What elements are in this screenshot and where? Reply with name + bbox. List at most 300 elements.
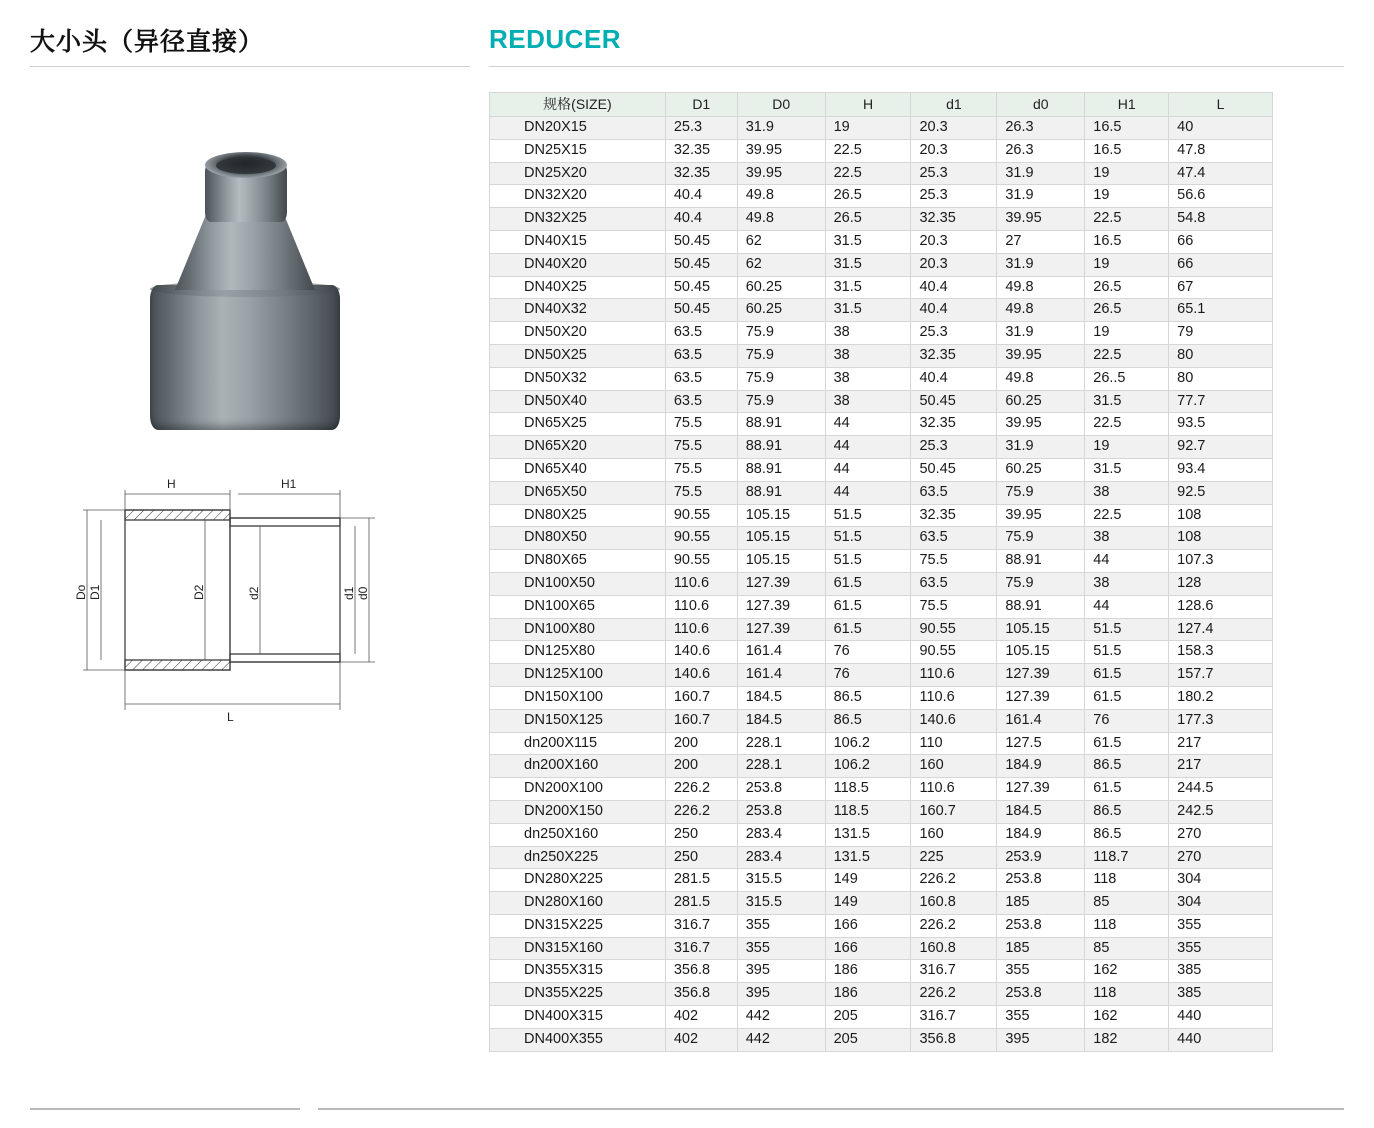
cell-value: 127.39 xyxy=(737,595,825,618)
cell-value: 85 xyxy=(1085,937,1169,960)
cell-value: 31.9 xyxy=(997,162,1085,185)
cell-value: 316.7 xyxy=(665,937,737,960)
cell-value: 110.6 xyxy=(911,778,997,801)
cell-value: 127.39 xyxy=(997,686,1085,709)
table-row xyxy=(490,1028,1273,1051)
cell-value: 32.35 xyxy=(911,208,997,231)
cell-value: 22.5 xyxy=(825,139,911,162)
cell-value: 217 xyxy=(1169,732,1273,755)
table-row xyxy=(490,527,1273,550)
cell-size: DN50X32 xyxy=(490,367,666,390)
cell-value: 105.15 xyxy=(737,504,825,527)
spec-table-container xyxy=(489,92,1273,1052)
table-row xyxy=(490,253,1273,276)
fitting-cone-section xyxy=(175,215,315,290)
cell-value: 356.8 xyxy=(665,960,737,983)
cell-value: 75.9 xyxy=(997,572,1085,595)
cell-value: 253.8 xyxy=(737,800,825,823)
cell-value: 226.2 xyxy=(911,914,997,937)
table-row xyxy=(490,117,1273,140)
cell-size: DN25X15 xyxy=(490,139,666,162)
cell-value: 90.55 xyxy=(911,641,997,664)
cell-value: 92.7 xyxy=(1169,436,1273,459)
cell-value: 27 xyxy=(997,230,1085,253)
cell-value: 140.6 xyxy=(911,709,997,732)
cell-value: 385 xyxy=(1169,983,1273,1006)
cell-value: 16.5 xyxy=(1085,230,1169,253)
cell-value: 160.8 xyxy=(911,892,997,915)
cell-size: DN50X20 xyxy=(490,322,666,345)
dim-label-d0-right: d0 xyxy=(356,586,370,600)
cell-value: 22.5 xyxy=(1085,208,1169,231)
table-row xyxy=(490,618,1273,641)
cell-value: 22.5 xyxy=(1085,413,1169,436)
cell-value: 32.35 xyxy=(911,413,997,436)
cell-value: 225 xyxy=(911,846,997,869)
cell-value: 315.5 xyxy=(737,869,825,892)
cell-value: 31.5 xyxy=(825,253,911,276)
cell-value: 19 xyxy=(1085,253,1169,276)
table-row xyxy=(490,458,1273,481)
cell-value: 184.5 xyxy=(737,686,825,709)
table-row xyxy=(490,299,1273,322)
cell-value: 20.3 xyxy=(911,117,997,140)
cell-value: 62 xyxy=(737,230,825,253)
cell-value: 110.6 xyxy=(665,618,737,641)
table-row xyxy=(490,983,1273,1006)
cell-value: 228.1 xyxy=(737,732,825,755)
cell-size: DN125X100 xyxy=(490,664,666,687)
table-row xyxy=(490,686,1273,709)
cell-value: 49.8 xyxy=(997,276,1085,299)
cell-value: 166 xyxy=(825,937,911,960)
cell-value: 32.35 xyxy=(665,162,737,185)
cell-value: 270 xyxy=(1169,823,1273,846)
cell-value: 110 xyxy=(911,732,997,755)
cell-value: 25.3 xyxy=(911,436,997,459)
cell-value: 355 xyxy=(737,914,825,937)
cell-value: 86.5 xyxy=(825,686,911,709)
cell-value: 395 xyxy=(737,983,825,1006)
table-row xyxy=(490,823,1273,846)
cell-value: 355 xyxy=(997,1006,1085,1029)
table-row xyxy=(490,641,1273,664)
cell-value: 20.3 xyxy=(911,139,997,162)
cell-value: 20.3 xyxy=(911,230,997,253)
cell-value: 88.91 xyxy=(997,550,1085,573)
cell-size: DN25X20 xyxy=(490,162,666,185)
cell-value: 105.15 xyxy=(737,550,825,573)
column-header-h: H xyxy=(825,93,911,117)
cell-value: 63.5 xyxy=(665,322,737,345)
dim-label-d1-right: d1 xyxy=(342,586,356,600)
cell-value: 25.3 xyxy=(911,162,997,185)
cell-value: 157.7 xyxy=(1169,664,1273,687)
cell-value: 31.9 xyxy=(997,436,1085,459)
cell-value: 75.9 xyxy=(737,367,825,390)
cell-value: 77.7 xyxy=(1169,390,1273,413)
column-header-small-d0: d0 xyxy=(997,93,1085,117)
cell-value: 75.9 xyxy=(997,481,1085,504)
cell-value: 158.3 xyxy=(1169,641,1273,664)
cell-value: 38 xyxy=(1085,481,1169,504)
cell-value: 110.6 xyxy=(911,686,997,709)
cell-value: 304 xyxy=(1169,892,1273,915)
cell-value: 186 xyxy=(825,983,911,1006)
cell-value: 40 xyxy=(1169,117,1273,140)
cell-value: 162 xyxy=(1085,1006,1169,1029)
cell-size: DN80X65 xyxy=(490,550,666,573)
cell-value: 127.4 xyxy=(1169,618,1273,641)
cell-size: DN400X355 xyxy=(490,1028,666,1051)
header-divider-right xyxy=(489,66,1344,67)
cell-value: 281.5 xyxy=(665,869,737,892)
cell-value: 63.5 xyxy=(665,367,737,390)
cell-value: 316.7 xyxy=(665,914,737,937)
cell-value: 118.7 xyxy=(1085,846,1169,869)
table-row xyxy=(490,481,1273,504)
cell-value: 31.9 xyxy=(737,117,825,140)
column-header-h1: H1 xyxy=(1085,93,1169,117)
cell-value: 31.5 xyxy=(825,276,911,299)
cell-value: 105.15 xyxy=(997,618,1085,641)
cell-value: 283.4 xyxy=(737,846,825,869)
cell-value: 61.5 xyxy=(1085,732,1169,755)
cell-value: 355 xyxy=(1169,914,1273,937)
cell-size: dn200X160 xyxy=(490,755,666,778)
cell-size: DN50X25 xyxy=(490,344,666,367)
column-header-d0: D0 xyxy=(737,93,825,117)
cell-value: 108 xyxy=(1169,527,1273,550)
cell-value: 50.45 xyxy=(911,458,997,481)
cell-value: 44 xyxy=(825,481,911,504)
cell-value: 177.3 xyxy=(1169,709,1273,732)
cell-value: 316.7 xyxy=(911,1006,997,1029)
cell-value: 86.5 xyxy=(825,709,911,732)
cell-value: 60.25 xyxy=(737,299,825,322)
cell-value: 86.5 xyxy=(1085,823,1169,846)
column-header-small-d1: d1 xyxy=(911,93,997,117)
cell-value: 51.5 xyxy=(1085,641,1169,664)
cell-size: DN150X100 xyxy=(490,686,666,709)
cell-value: 140.6 xyxy=(665,641,737,664)
cell-value: 50.45 xyxy=(665,299,737,322)
cell-value: 31.5 xyxy=(825,299,911,322)
cell-value: 75.9 xyxy=(737,390,825,413)
cell-value: 226.2 xyxy=(911,869,997,892)
cell-value: 26.5 xyxy=(1085,276,1169,299)
cell-value: 108 xyxy=(1169,504,1273,527)
cell-value: 253.8 xyxy=(737,778,825,801)
cell-size: DN40X32 xyxy=(490,299,666,322)
table-row xyxy=(490,595,1273,618)
cell-value: 356.8 xyxy=(911,1028,997,1051)
cell-value: 32.35 xyxy=(665,139,737,162)
cell-size: dn250X225 xyxy=(490,846,666,869)
footer-divider-right xyxy=(318,1108,1344,1110)
spec-table xyxy=(489,92,1273,1052)
cell-value: 40.4 xyxy=(665,208,737,231)
cell-value: 86.5 xyxy=(1085,755,1169,778)
cell-value: 226.2 xyxy=(665,778,737,801)
cell-value: 44 xyxy=(1085,595,1169,618)
cell-value: 93.5 xyxy=(1169,413,1273,436)
cell-size: dn200X115 xyxy=(490,732,666,755)
cell-value: 160 xyxy=(911,823,997,846)
cell-value: 110.6 xyxy=(911,664,997,687)
cell-value: 22.5 xyxy=(1085,504,1169,527)
cell-value: 19 xyxy=(1085,185,1169,208)
cell-value: 442 xyxy=(737,1006,825,1029)
cell-value: 316.7 xyxy=(911,960,997,983)
cell-value: 184.5 xyxy=(997,800,1085,823)
cell-value: 31.5 xyxy=(1085,458,1169,481)
cell-size: DN280X225 xyxy=(490,869,666,892)
dim-label-h: H xyxy=(167,477,176,491)
cell-value: 118 xyxy=(1085,983,1169,1006)
table-row xyxy=(490,413,1273,436)
cell-value: 54.8 xyxy=(1169,208,1273,231)
cell-value: 395 xyxy=(997,1028,1085,1051)
cell-value: 442 xyxy=(737,1028,825,1051)
table-row xyxy=(490,185,1273,208)
cell-value: 63.5 xyxy=(911,527,997,550)
table-row xyxy=(490,664,1273,687)
cell-value: 38 xyxy=(1085,572,1169,595)
cell-value: 118 xyxy=(1085,869,1169,892)
cell-value: 49.8 xyxy=(737,208,825,231)
cell-value: 226.2 xyxy=(911,983,997,1006)
cell-value: 40.4 xyxy=(911,276,997,299)
cell-value: 40.4 xyxy=(911,299,997,322)
cell-value: 355 xyxy=(997,960,1085,983)
cell-value: 16.5 xyxy=(1085,139,1169,162)
table-row xyxy=(490,344,1273,367)
cell-value: 75.5 xyxy=(665,458,737,481)
cell-value: 26.3 xyxy=(997,139,1085,162)
cell-value: 200 xyxy=(665,755,737,778)
cell-value: 76 xyxy=(825,641,911,664)
cell-value: 283.4 xyxy=(737,823,825,846)
table-row xyxy=(490,1006,1273,1029)
cell-value: 75.5 xyxy=(665,481,737,504)
cell-value: 51.5 xyxy=(825,504,911,527)
cell-value: 63.5 xyxy=(665,390,737,413)
table-row xyxy=(490,367,1273,390)
cell-value: 127.39 xyxy=(737,618,825,641)
cell-value: 253.8 xyxy=(997,869,1085,892)
table-row xyxy=(490,960,1273,983)
cell-value: 88.91 xyxy=(737,458,825,481)
table-row xyxy=(490,755,1273,778)
cell-value: 440 xyxy=(1169,1006,1273,1029)
cell-value: 128 xyxy=(1169,572,1273,595)
cell-value: 127.39 xyxy=(737,572,825,595)
cell-value: 161.4 xyxy=(737,641,825,664)
table-row xyxy=(490,550,1273,573)
cell-value: 38 xyxy=(825,367,911,390)
cell-value: 402 xyxy=(665,1006,737,1029)
cell-value: 131.5 xyxy=(825,846,911,869)
cell-size: DN32X25 xyxy=(490,208,666,231)
cell-value: 90.55 xyxy=(665,504,737,527)
cell-value: 80 xyxy=(1169,344,1273,367)
cell-value: 160.7 xyxy=(665,686,737,709)
table-row xyxy=(490,572,1273,595)
cell-value: 75.5 xyxy=(911,550,997,573)
cell-value: 161.4 xyxy=(997,709,1085,732)
table-row xyxy=(490,800,1273,823)
cell-value: 200 xyxy=(665,732,737,755)
product-photo-reducer xyxy=(120,140,420,430)
cell-value: 107.3 xyxy=(1169,550,1273,573)
cell-value: 250 xyxy=(665,846,737,869)
dim-label-d1-left: D1 xyxy=(88,584,102,600)
cell-value: 110.6 xyxy=(665,595,737,618)
cell-value: 90.55 xyxy=(665,527,737,550)
cell-value: 26.5 xyxy=(825,208,911,231)
cell-value: 50.45 xyxy=(665,276,737,299)
cell-value: 80 xyxy=(1169,367,1273,390)
cell-value: 118.5 xyxy=(825,778,911,801)
cell-value: 228.1 xyxy=(737,755,825,778)
cell-value: 253.8 xyxy=(997,914,1085,937)
cell-value: 44 xyxy=(825,436,911,459)
cell-size: DN40X25 xyxy=(490,276,666,299)
cell-value: 49.8 xyxy=(997,299,1085,322)
table-header-row xyxy=(490,93,1273,117)
cell-value: 166 xyxy=(825,914,911,937)
table-row xyxy=(490,778,1273,801)
cell-value: 149 xyxy=(825,892,911,915)
cell-value: 76 xyxy=(825,664,911,687)
cell-value: 61.5 xyxy=(825,595,911,618)
cell-value: 60.25 xyxy=(997,458,1085,481)
cell-size: DN100X50 xyxy=(490,572,666,595)
cell-value: 250 xyxy=(665,823,737,846)
cell-value: 26.5 xyxy=(825,185,911,208)
cell-value: 90.55 xyxy=(665,550,737,573)
cell-value: 38 xyxy=(825,322,911,345)
cell-value: 161.4 xyxy=(737,664,825,687)
cell-value: 385 xyxy=(1169,960,1273,983)
cell-value: 160.7 xyxy=(665,709,737,732)
cell-size: DN400X315 xyxy=(490,1006,666,1029)
dim-label-d2: D2 xyxy=(192,584,206,600)
cell-value: 90.55 xyxy=(911,618,997,641)
cell-value: 62 xyxy=(737,253,825,276)
cell-value: 127.5 xyxy=(997,732,1085,755)
cell-value: 185 xyxy=(997,937,1085,960)
column-header-size: 规格(SIZE) xyxy=(490,93,666,117)
cell-value: 226.2 xyxy=(665,800,737,823)
cell-value: 47.4 xyxy=(1169,162,1273,185)
cell-value: 31.5 xyxy=(1085,390,1169,413)
cell-value: 19 xyxy=(825,117,911,140)
cell-value: 149 xyxy=(825,869,911,892)
cell-value: 205 xyxy=(825,1006,911,1029)
cell-value: 31.9 xyxy=(997,185,1085,208)
cell-value: 22.5 xyxy=(825,162,911,185)
cell-size: DN32X20 xyxy=(490,185,666,208)
table-row xyxy=(490,276,1273,299)
cell-size: DN355X315 xyxy=(490,960,666,983)
cell-size: DN80X50 xyxy=(490,527,666,550)
dim-label-l: L xyxy=(227,710,234,724)
page-header xyxy=(0,0,1374,68)
cell-size: DN150X125 xyxy=(490,709,666,732)
cell-value: 180.2 xyxy=(1169,686,1273,709)
cell-value: 19 xyxy=(1085,322,1169,345)
cell-value: 61.5 xyxy=(1085,664,1169,687)
table-row xyxy=(490,390,1273,413)
cell-value: 88.91 xyxy=(737,481,825,504)
cell-value: 315.5 xyxy=(737,892,825,915)
table-row xyxy=(490,230,1273,253)
table-body xyxy=(490,117,1273,1052)
cell-value: 355 xyxy=(737,937,825,960)
cell-value: 61.5 xyxy=(825,572,911,595)
cell-value: 182 xyxy=(1085,1028,1169,1051)
table-row xyxy=(490,162,1273,185)
cell-value: 185 xyxy=(997,892,1085,915)
cell-value: 160.7 xyxy=(911,800,997,823)
cell-value: 39.95 xyxy=(737,139,825,162)
cell-size: DN355X225 xyxy=(490,983,666,1006)
cell-value: 49.8 xyxy=(737,185,825,208)
cell-value: 160.8 xyxy=(911,937,997,960)
cell-value: 140.6 xyxy=(665,664,737,687)
cell-value: 76 xyxy=(1085,709,1169,732)
cell-value: 106.2 xyxy=(825,732,911,755)
cell-value: 50.45 xyxy=(911,390,997,413)
cell-size: DN315X225 xyxy=(490,914,666,937)
cell-value: 118.5 xyxy=(825,800,911,823)
cell-value: 118 xyxy=(1085,914,1169,937)
table-row xyxy=(490,892,1273,915)
cell-value: 16.5 xyxy=(1085,117,1169,140)
cell-size: DN315X160 xyxy=(490,937,666,960)
cell-value: 217 xyxy=(1169,755,1273,778)
cell-value: 66 xyxy=(1169,253,1273,276)
cell-size: DN80X25 xyxy=(490,504,666,527)
cell-value: 32.35 xyxy=(911,344,997,367)
table-row xyxy=(490,937,1273,960)
cell-value: 26.3 xyxy=(997,117,1085,140)
cell-value: 440 xyxy=(1169,1028,1273,1051)
cell-value: 75.9 xyxy=(737,344,825,367)
cell-value: 304 xyxy=(1169,869,1273,892)
cell-value: 38 xyxy=(825,390,911,413)
cell-size: DN65X50 xyxy=(490,481,666,504)
table-row xyxy=(490,846,1273,869)
cell-value: 47.8 xyxy=(1169,139,1273,162)
fitting-large-socket xyxy=(150,285,340,430)
cell-value: 51.5 xyxy=(1085,618,1169,641)
cell-value: 110.6 xyxy=(665,572,737,595)
cell-value: 50.45 xyxy=(665,230,737,253)
page-title-en: REDUCER xyxy=(489,24,622,54)
cell-value: 395 xyxy=(737,960,825,983)
cell-value: 356.8 xyxy=(665,983,737,1006)
cell-value: 184.9 xyxy=(997,755,1085,778)
dim-label-do: Do xyxy=(74,584,88,600)
cell-value: 186 xyxy=(825,960,911,983)
dim-label-h1: H1 xyxy=(281,477,297,491)
cell-value: 270 xyxy=(1169,846,1273,869)
drawing-svg xyxy=(55,470,435,750)
cell-value: 39.95 xyxy=(997,504,1085,527)
